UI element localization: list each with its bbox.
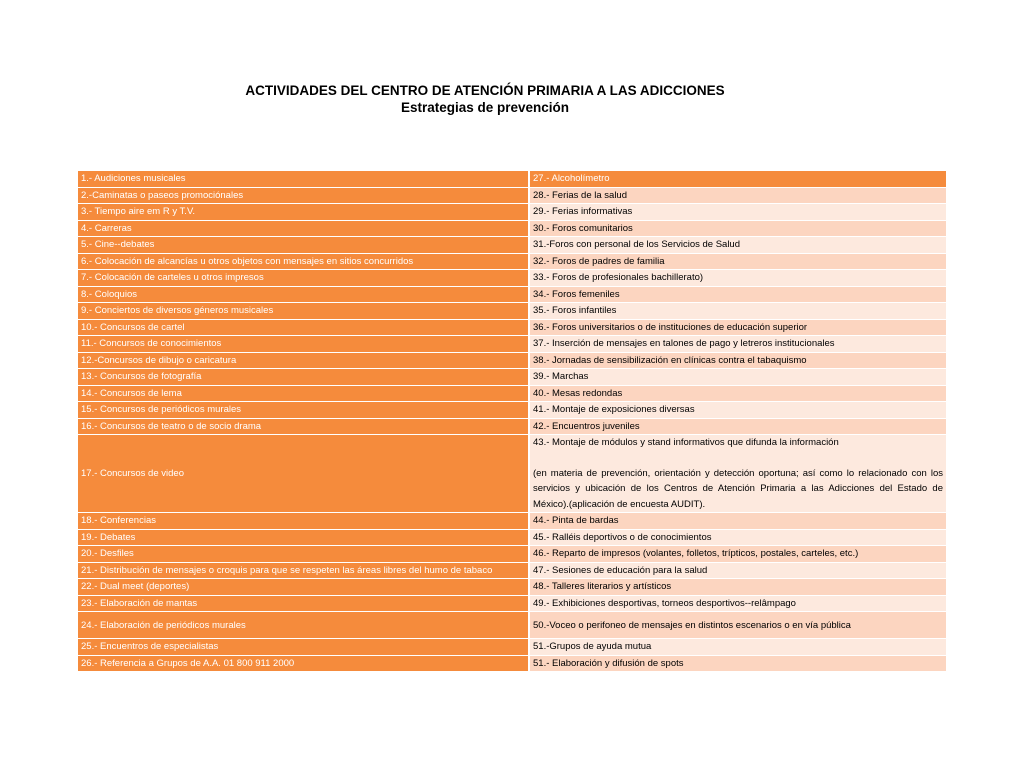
activity-left-cell: 11.- Concursos de conocimientos	[78, 336, 530, 353]
table-row	[78, 579, 946, 596]
activity-left-cell: 13.- Concursos de fotografía	[78, 369, 530, 386]
table-row	[78, 656, 946, 673]
table-row	[78, 254, 946, 271]
table-row	[78, 303, 946, 320]
table-row	[78, 612, 946, 639]
table-row	[78, 530, 946, 547]
activity-right-cell: 45.- Ralléis deportivos o de conocimientos	[530, 530, 946, 547]
table-row	[78, 353, 946, 370]
activity-left-cell: 17.- Concursos de video	[78, 435, 530, 513]
activity-right-main: 43.- Montaje de módulos y stand informativos que difunda la información	[533, 437, 839, 448]
activity-left-cell: 14.- Concursos de lema	[78, 386, 530, 403]
table-row	[78, 270, 946, 287]
table-row	[78, 336, 946, 353]
activity-right-cell: 46.- Reparto de impresos (volantes, folletos, trípticos, postales, carteles, etc.)	[530, 546, 946, 563]
activity-right-cell: 42.- Encuentros juveniles	[530, 419, 946, 436]
activity-right-cell: 33.- Foros de profesionales bachillerato)	[530, 270, 946, 287]
document-title: ACTIVIDADES DEL CENTRO DE ATENCIÓN PRIMARIA A LAS ADICCIONES	[245, 83, 725, 98]
table-row	[78, 435, 946, 513]
table-row	[78, 204, 946, 221]
activity-left-cell: 4.- Carreras	[78, 221, 530, 238]
activity-right-cell: 48.- Talleres literarios y artísticos	[530, 579, 946, 596]
activity-left-cell: 26.- Referencia a Grupos de A.A. 01 800 911 2000	[78, 656, 530, 673]
activities-table	[78, 171, 946, 672]
activity-left-cell: 23.- Elaboración de mantas	[78, 596, 530, 613]
table-row	[78, 596, 946, 613]
activity-left-cell: 9.- Conciertos de diversos géneros musicales	[78, 303, 530, 320]
activity-left-cell: 7.- Colocación de carteles u otros impresos	[78, 270, 530, 287]
activity-right-cell: 47.- Sesiones de educación para la salud	[530, 563, 946, 580]
table-row	[78, 287, 946, 304]
table-row	[78, 320, 946, 337]
activity-right-cell: 27.- Alcoholímetro	[530, 171, 946, 188]
activity-left-cell: 2.-Caminatas o paseos promociónales	[78, 188, 530, 205]
activity-right-cell: 44.- Pinta de bardas	[530, 513, 946, 530]
table-row	[78, 386, 946, 403]
table-row	[78, 639, 946, 656]
activity-left-cell: 15.- Concursos de periódicos murales	[78, 402, 530, 419]
table-row	[78, 369, 946, 386]
activity-left-cell: 20.- Desfiles	[78, 546, 530, 563]
activity-right-cell: 29.- Ferias informativas	[530, 204, 946, 221]
activity-right-cell: 37.- Inserción de mensajes en talones de pago y letreros institucionales	[530, 336, 946, 353]
activity-left-cell: 21.- Distribución de mensajes o croquis para que se respeten las áreas libres del humo de tabaco	[78, 563, 530, 580]
activity-left-cell: 12.-Concursos de dibujo o caricatura	[78, 353, 530, 370]
activity-left-cell: 18.- Conferencias	[78, 513, 530, 530]
activity-right-cell: 35.- Foros infantiles	[530, 303, 946, 320]
activity-right-cell: 30.- Foros comunitarios	[530, 221, 946, 238]
activity-right-cell: 40.- Mesas redondas	[530, 386, 946, 403]
table-row	[78, 237, 946, 254]
activity-right-cell: 34.- Foros femeniles	[530, 287, 946, 304]
activity-left-cell: 3.- Tiempo aire em R y T.V.	[78, 204, 530, 221]
activity-right-cell: 51.- Elaboración y difusión de spots	[530, 656, 946, 673]
activity-right-cell: 39.- Marchas	[530, 369, 946, 386]
activity-right-detail: (en materia de prevención, orientación y detección oportuna; así como lo relacionado con los servicios y ubicación de los Centros de Atención Primaria a las Adicciones del Estado de México).(aplicación de encuesta AUDIT).	[533, 467, 943, 510]
paragraph-gap	[533, 451, 943, 466]
table-row	[78, 171, 946, 188]
activity-left-cell: 24.- Elaboración de periódicos murales	[78, 612, 530, 639]
activity-left-cell: 16.- Concursos de teatro o de socio drama	[78, 419, 530, 436]
activity-left-cell: 10.- Concursos de cartel	[78, 320, 530, 337]
activity-right-cell: 32.- Foros de padres de familia	[530, 254, 946, 271]
table-row	[78, 513, 946, 530]
activity-right-cell: 31.-Foros con personal de los Servicios de Salud	[530, 237, 946, 254]
table-row	[78, 221, 946, 238]
activity-left-cell: 22.- Dual meet (deportes)	[78, 579, 530, 596]
activity-left-cell: 25.- Encuentros de especialistas	[78, 639, 530, 656]
activity-right-cell: 49.- Exhibiciones desportivas, torneos desportivos--relâmpago	[530, 596, 946, 613]
activity-right-cell: 36.- Foros universitarios o de instituciones de educación superior	[530, 320, 946, 337]
table-row	[78, 563, 946, 580]
activity-left-cell: 1.- Audiciones musicales	[78, 171, 530, 188]
document-subtitle: Estrategias de prevención	[400, 100, 570, 115]
table-row	[78, 402, 946, 419]
table-row	[78, 419, 946, 436]
activity-right-cell: 41.- Montaje de exposiciones diversas	[530, 402, 946, 419]
table-row	[78, 188, 946, 205]
activity-right-cell: 51.-Grupos de ayuda mutua	[530, 639, 946, 656]
table-row	[78, 546, 946, 563]
activity-right-cell: 50.-Voceo o perifoneo de mensajes en distintos escenarios o en vía pública	[530, 612, 946, 639]
activity-left-cell: 5.- Cine--debates	[78, 237, 530, 254]
activity-left-cell: 19.- Debates	[78, 530, 530, 547]
activity-right-cell: 28.- Ferias de la salud	[530, 188, 946, 205]
title-block	[0, 82, 970, 116]
activity-left-cell: 6.- Colocación de alcancías u otros objetos con mensajes en sitios concurridos	[78, 254, 530, 271]
activity-right-cell: 38.- Jornadas de sensibilización en clínicas contra el tabaquismo	[530, 353, 946, 370]
activity-left-cell: 8.- Coloquios	[78, 287, 530, 304]
activity-right-cell	[530, 435, 946, 513]
